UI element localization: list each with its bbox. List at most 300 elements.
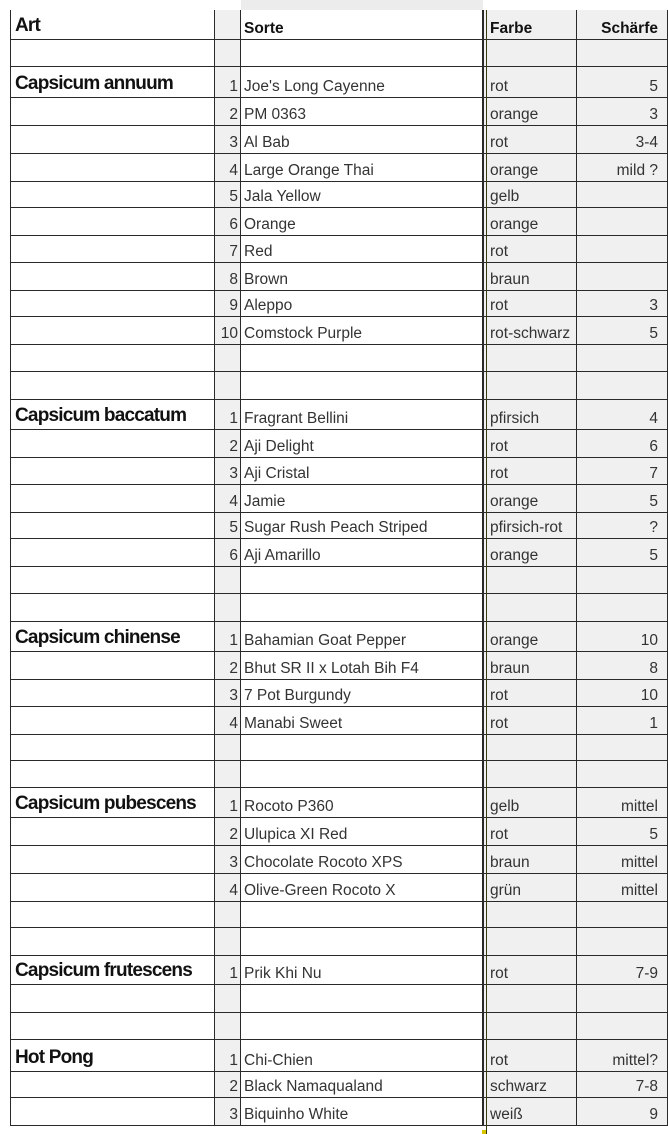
cell-num[interactable] <box>215 208 241 236</box>
cell-sorte[interactable] <box>241 1072 483 1098</box>
cell-farbe-text: rot <box>490 297 509 314</box>
cell-farbe-text: rot <box>490 965 509 982</box>
cell-num[interactable] <box>215 928 241 956</box>
cell-num[interactable] <box>215 707 241 735</box>
cell-num[interactable] <box>215 317 241 345</box>
cell-art[interactable] <box>10 846 215 874</box>
cell-farbe[interactable] <box>483 985 577 1013</box>
cell-art[interactable] <box>10 126 215 154</box>
cell-num[interactable] <box>215 594 241 622</box>
cell-farbe[interactable] <box>483 707 577 735</box>
cell-num[interactable] <box>215 761 241 788</box>
cell-num-text: 3 <box>229 465 238 482</box>
cell-art[interactable] <box>10 928 215 956</box>
cell-num[interactable] <box>215 622 241 652</box>
cell-schaerfe[interactable] <box>577 208 668 236</box>
cell-sorte[interactable] <box>241 652 483 680</box>
cell-art[interactable] <box>10 1013 215 1040</box>
cell-num[interactable] <box>215 652 241 680</box>
cell-sorte-text: Chi-Chien <box>244 1052 313 1069</box>
cell-farbe-text: rot <box>490 1052 509 1069</box>
cell-sorte-text: Manabi Sweet <box>244 715 343 732</box>
cell-art[interactable] <box>10 818 215 846</box>
cell-farbe[interactable] <box>483 263 577 291</box>
cell-farbe[interactable] <box>483 40 577 67</box>
cell-farbe[interactable] <box>483 680 577 707</box>
cell-art[interactable] <box>10 652 215 680</box>
cell-schaerfe[interactable] <box>577 1098 668 1126</box>
cell-art[interactable] <box>10 400 215 430</box>
cell-sorte[interactable] <box>241 208 483 236</box>
table-row <box>0 539 668 567</box>
cell-farbe[interactable] <box>483 761 577 788</box>
cell-farbe[interactable] <box>483 1013 577 1040</box>
table-row <box>0 263 668 291</box>
cell-sorte[interactable] <box>241 818 483 846</box>
cell-art[interactable] <box>10 539 215 567</box>
cell-num[interactable] <box>215 182 241 208</box>
cell-sorte-text: Chocolate Rocoto XPS <box>244 854 403 871</box>
cell-farbe-text: gelb <box>490 188 520 205</box>
cell-art[interactable] <box>10 485 215 513</box>
cell-schaerfe[interactable] <box>577 846 668 874</box>
cell-farbe[interactable] <box>483 430 577 458</box>
table-row <box>0 622 668 652</box>
cell-sorte-text: Fragrant Bellini <box>244 410 349 427</box>
cell-sorte[interactable] <box>241 513 483 539</box>
cell-num[interactable] <box>215 291 241 317</box>
cell-num[interactable] <box>215 818 241 846</box>
cell-schaerfe[interactable] <box>577 485 668 513</box>
empty-row <box>0 567 668 594</box>
cell-schaerfe-text: mittel <box>620 854 658 871</box>
cell-num-text: 4 <box>229 162 238 179</box>
header-num[interactable] <box>215 10 241 40</box>
cell-farbe-text: rot <box>490 687 509 704</box>
cell-farbe[interactable] <box>483 594 577 622</box>
cell-schaerfe[interactable] <box>577 567 668 594</box>
cell-farbe[interactable] <box>483 1040 577 1072</box>
cell-num[interactable] <box>215 67 241 98</box>
column-header-sorte-strip[interactable] <box>241 0 483 10</box>
cell-art[interactable] <box>10 458 215 485</box>
header-row <box>0 10 668 40</box>
cell-farbe-text: grün <box>490 882 522 899</box>
table-row <box>0 182 668 208</box>
cell-art[interactable] <box>10 154 215 182</box>
cell-sorte[interactable] <box>241 291 483 317</box>
table-row <box>0 788 668 818</box>
header-farbe[interactable] <box>483 10 577 40</box>
cell-farbe[interactable] <box>483 67 577 98</box>
cell-num[interactable] <box>215 98 241 126</box>
cell-art[interactable] <box>10 594 215 622</box>
cell-num[interactable] <box>215 567 241 594</box>
cell-num[interactable] <box>215 985 241 1013</box>
cell-schaerfe-text: 5 <box>649 325 658 342</box>
cell-sorte[interactable] <box>241 567 483 594</box>
cell-farbe[interactable] <box>483 154 577 182</box>
cell-schaerfe[interactable] <box>577 1072 668 1098</box>
table-row <box>0 208 668 236</box>
table-row <box>0 291 668 317</box>
cell-farbe-text: orange <box>490 162 539 179</box>
cell-art[interactable] <box>10 430 215 458</box>
table-row <box>0 874 668 902</box>
cell-num-text: 5 <box>229 188 238 205</box>
column-divider <box>486 10 487 1134</box>
cell-sorte[interactable] <box>241 902 483 928</box>
cell-farbe[interactable] <box>483 345 577 372</box>
cell-num-text: 3 <box>229 854 238 871</box>
cell-farbe-text: weiß <box>490 1106 523 1123</box>
cell-schaerfe-text: mittel? <box>612 1052 658 1069</box>
cell-sorte[interactable] <box>241 1040 483 1072</box>
cell-sorte-text: Rocoto P360 <box>244 798 334 815</box>
cell-art[interactable] <box>10 1098 215 1126</box>
cell-schaerfe[interactable] <box>577 707 668 735</box>
cell-sorte-text: Aji Cristal <box>244 465 310 482</box>
cell-sorte[interactable] <box>241 67 483 98</box>
cell-farbe-text: schwarz <box>490 1078 547 1095</box>
cell-art[interactable] <box>10 985 215 1013</box>
table-row <box>0 956 668 985</box>
cell-art[interactable] <box>10 680 215 707</box>
cell-sorte[interactable] <box>241 400 483 430</box>
table-row <box>0 458 668 485</box>
table-row <box>0 707 668 735</box>
cell-schaerfe[interactable] <box>577 154 668 182</box>
cell-sorte[interactable] <box>241 680 483 707</box>
cell-sorte[interactable] <box>241 956 483 985</box>
cell-sorte[interactable] <box>241 154 483 182</box>
cell-num[interactable] <box>215 236 241 263</box>
table-row <box>0 126 668 154</box>
cell-farbe[interactable] <box>483 902 577 928</box>
table-row <box>0 818 668 846</box>
cell-farbe[interactable] <box>483 846 577 874</box>
cell-schaerfe[interactable] <box>577 1040 668 1072</box>
cell-schaerfe-text: 5 <box>649 78 658 95</box>
cell-art-text: Capsicum frutescens <box>15 960 192 981</box>
cell-schaerfe[interactable] <box>577 345 668 372</box>
cell-sorte-text: Prik Khi Nu <box>244 965 322 982</box>
header-schaerfe[interactable] <box>577 10 668 40</box>
cell-num[interactable] <box>215 735 241 761</box>
cell-art[interactable] <box>10 513 215 539</box>
cell-num[interactable] <box>215 154 241 182</box>
cell-schaerfe[interactable] <box>577 40 668 67</box>
cell-art[interactable] <box>10 182 215 208</box>
cell-schaerfe-text: mittel <box>620 882 658 899</box>
cell-farbe[interactable] <box>483 956 577 985</box>
cell-sorte[interactable] <box>241 594 483 622</box>
cell-art[interactable] <box>10 761 215 788</box>
empty-row <box>0 761 668 788</box>
cell-farbe[interactable] <box>483 735 577 761</box>
cell-sorte-text: Joe's Long Cayenne <box>244 78 385 95</box>
cell-num-text: 4 <box>229 493 238 510</box>
cell-art[interactable] <box>10 317 215 345</box>
cell-art[interactable] <box>10 735 215 761</box>
cell-sorte[interactable] <box>241 539 483 567</box>
cell-art[interactable] <box>10 345 215 372</box>
cell-schaerfe-text: 10 <box>640 632 658 649</box>
cell-farbe[interactable] <box>483 317 577 345</box>
cell-sorte-text: Red <box>244 243 273 260</box>
cell-art[interactable] <box>10 622 215 652</box>
cell-num-text: 2 <box>229 1078 238 1095</box>
cell-num[interactable] <box>215 680 241 707</box>
cell-farbe[interactable] <box>483 874 577 902</box>
cell-schaerfe[interactable] <box>577 400 668 430</box>
cell-farbe[interactable] <box>483 928 577 956</box>
cell-farbe-text: rot <box>490 243 509 260</box>
cell-num[interactable] <box>215 788 241 818</box>
cell-num[interactable] <box>215 846 241 874</box>
cell-art[interactable] <box>10 236 215 263</box>
table-row <box>0 154 668 182</box>
cell-farbe[interactable] <box>483 788 577 818</box>
cell-sorte[interactable] <box>241 1013 483 1040</box>
cell-art[interactable] <box>10 291 215 317</box>
cell-num[interactable] <box>215 539 241 567</box>
empty-row <box>0 345 668 372</box>
cell-sorte-text: Brown <box>244 271 288 288</box>
cell-sorte[interactable] <box>241 372 483 400</box>
cell-sorte[interactable] <box>241 40 483 67</box>
cell-farbe[interactable] <box>483 539 577 567</box>
cell-sorte[interactable] <box>241 430 483 458</box>
cell-schaerfe[interactable] <box>577 458 668 485</box>
table-row <box>0 680 668 707</box>
cell-farbe[interactable] <box>483 98 577 126</box>
cell-sorte[interactable] <box>241 1098 483 1126</box>
cell-schaerfe-text: mild ? <box>616 162 658 179</box>
cell-sorte[interactable] <box>241 735 483 761</box>
table-row <box>0 1040 668 1072</box>
cell-schaerfe-text: 3 <box>649 297 658 314</box>
cell-farbe[interactable] <box>483 567 577 594</box>
cell-schaerfe[interactable] <box>577 680 668 707</box>
cell-sorte[interactable] <box>241 458 483 485</box>
cell-farbe-text: rot <box>490 78 509 95</box>
cell-num[interactable] <box>215 400 241 430</box>
cell-schaerfe[interactable] <box>577 263 668 291</box>
cell-art[interactable] <box>10 956 215 985</box>
cell-schaerfe-text: 7 <box>649 465 658 482</box>
cell-farbe-text: orange <box>490 547 539 564</box>
cell-sorte[interactable] <box>241 182 483 208</box>
cell-art[interactable] <box>10 788 215 818</box>
cell-art[interactable] <box>10 1072 215 1098</box>
cell-num-text: 6 <box>229 216 238 233</box>
cell-schaerfe[interactable] <box>577 236 668 263</box>
cell-sorte[interactable] <box>241 236 483 263</box>
cell-farbe[interactable] <box>483 400 577 430</box>
cell-schaerfe[interactable] <box>577 652 668 680</box>
cell-num[interactable] <box>215 485 241 513</box>
cell-farbe[interactable] <box>483 1098 577 1126</box>
cell-sorte[interactable] <box>241 345 483 372</box>
cell-farbe-text: braun <box>490 660 530 677</box>
cell-num-text: 10 <box>220 325 238 342</box>
table-row <box>0 485 668 513</box>
empty-row <box>0 1013 668 1040</box>
cell-art[interactable] <box>10 567 215 594</box>
cell-sorte-text: Al Bab <box>244 134 290 151</box>
cell-farbe[interactable] <box>483 291 577 317</box>
cell-sorte[interactable] <box>241 788 483 818</box>
cell-schaerfe[interactable] <box>577 317 668 345</box>
fill-handle[interactable] <box>482 1130 486 1134</box>
header-sorte-text: Sorte <box>244 20 284 37</box>
table-row <box>0 513 668 539</box>
cell-num[interactable] <box>215 372 241 400</box>
cell-schaerfe[interactable] <box>577 513 668 539</box>
cell-schaerfe[interactable] <box>577 98 668 126</box>
cell-farbe[interactable] <box>483 652 577 680</box>
cell-schaerfe[interactable] <box>577 902 668 928</box>
cell-farbe[interactable] <box>483 622 577 652</box>
cell-num[interactable] <box>215 126 241 154</box>
cell-farbe[interactable] <box>483 208 577 236</box>
cell-sorte[interactable] <box>241 317 483 345</box>
cell-sorte[interactable] <box>241 622 483 652</box>
header-art-text: Art <box>15 15 41 36</box>
cell-sorte[interactable] <box>241 98 483 126</box>
cell-sorte[interactable] <box>241 874 483 902</box>
cell-farbe[interactable] <box>483 182 577 208</box>
cell-schaerfe[interactable] <box>577 372 668 400</box>
cell-num[interactable] <box>215 956 241 985</box>
cell-farbe[interactable] <box>483 372 577 400</box>
empty-row <box>0 928 668 956</box>
cell-num-text: 4 <box>229 715 238 732</box>
cell-num[interactable] <box>215 40 241 67</box>
cell-farbe[interactable] <box>483 1072 577 1098</box>
cell-farbe[interactable] <box>483 485 577 513</box>
cell-schaerfe[interactable] <box>577 291 668 317</box>
cell-art[interactable] <box>10 98 215 126</box>
cell-art[interactable] <box>10 263 215 291</box>
cell-schaerfe-text: 10 <box>640 687 658 704</box>
cell-farbe-text: orange <box>490 632 539 649</box>
cell-art[interactable] <box>10 1040 215 1072</box>
table-row <box>0 317 668 345</box>
cell-farbe-text: braun <box>490 271 530 288</box>
cell-sorte[interactable] <box>241 846 483 874</box>
cell-art[interactable] <box>10 902 215 928</box>
cell-num[interactable] <box>215 902 241 928</box>
cell-num[interactable] <box>215 1072 241 1098</box>
cell-farbe[interactable] <box>483 818 577 846</box>
cell-num[interactable] <box>215 263 241 291</box>
cell-num-text: 1 <box>229 632 238 649</box>
cell-schaerfe[interactable] <box>577 622 668 652</box>
cell-schaerfe-text: 5 <box>649 547 658 564</box>
cell-schaerfe[interactable] <box>577 818 668 846</box>
cell-farbe[interactable] <box>483 458 577 485</box>
cell-farbe-text: orange <box>490 106 539 123</box>
cell-num[interactable] <box>215 1040 241 1072</box>
cell-num-text: 3 <box>229 687 238 704</box>
cell-num[interactable] <box>215 345 241 372</box>
cell-schaerfe-text: 3 <box>649 106 658 123</box>
cell-schaerfe[interactable] <box>577 430 668 458</box>
cell-farbe[interactable] <box>483 513 577 539</box>
cell-num[interactable] <box>215 1013 241 1040</box>
cell-farbe-text: gelb <box>490 798 520 815</box>
cell-schaerfe[interactable] <box>577 67 668 98</box>
cell-farbe-text: rot <box>490 826 509 843</box>
cell-farbe[interactable] <box>483 236 577 263</box>
cell-sorte[interactable] <box>241 985 483 1013</box>
cell-art[interactable] <box>10 372 215 400</box>
cell-sorte-text: Sugar Rush Peach Striped <box>244 519 428 536</box>
cell-schaerfe[interactable] <box>577 735 668 761</box>
cell-farbe-text: orange <box>490 216 539 233</box>
cell-art[interactable] <box>10 707 215 735</box>
cell-sorte[interactable] <box>241 707 483 735</box>
cell-num-text: 7 <box>229 243 238 260</box>
cell-num[interactable] <box>215 513 241 539</box>
cell-schaerfe-text: 7-9 <box>635 965 658 982</box>
cell-num[interactable] <box>215 430 241 458</box>
cell-farbe-text: rot <box>490 134 509 151</box>
cell-schaerfe[interactable] <box>577 874 668 902</box>
cell-art[interactable] <box>10 874 215 902</box>
header-art[interactable] <box>10 10 215 40</box>
cell-farbe[interactable] <box>483 126 577 154</box>
cell-schaerfe[interactable] <box>577 928 668 956</box>
cell-schaerfe[interactable] <box>577 539 668 567</box>
cell-sorte[interactable] <box>241 485 483 513</box>
cell-schaerfe-text: 5 <box>649 493 658 510</box>
cell-schaerfe-text: 6 <box>649 438 658 455</box>
cell-art-text: Capsicum chinense <box>15 627 180 648</box>
cell-sorte-text: Bhut SR II x Lotah Bih F4 <box>244 660 419 677</box>
cell-art[interactable] <box>10 40 215 67</box>
header-sorte[interactable] <box>241 10 483 40</box>
cell-farbe-text: braun <box>490 854 530 871</box>
cell-schaerfe[interactable] <box>577 985 668 1013</box>
cell-sorte[interactable] <box>241 263 483 291</box>
cell-sorte[interactable] <box>241 761 483 788</box>
cell-schaerfe[interactable] <box>577 761 668 788</box>
cell-art[interactable] <box>10 67 215 98</box>
cell-sorte-text: Comstock Purple <box>244 325 363 342</box>
table-row <box>0 236 668 263</box>
cell-sorte[interactable] <box>241 928 483 956</box>
cell-art[interactable] <box>10 208 215 236</box>
cell-num-text: 5 <box>229 519 238 536</box>
table-row <box>0 430 668 458</box>
cell-schaerfe[interactable] <box>577 182 668 208</box>
cell-schaerfe[interactable] <box>577 126 668 154</box>
cell-schaerfe[interactable] <box>577 1013 668 1040</box>
cell-farbe-text: pfirsich-rot <box>490 519 563 536</box>
cell-schaerfe[interactable] <box>577 788 668 818</box>
cell-num[interactable] <box>215 874 241 902</box>
empty-row <box>0 902 668 928</box>
cell-num-text: 2 <box>229 106 238 123</box>
cell-schaerfe[interactable] <box>577 956 668 985</box>
cell-schaerfe[interactable] <box>577 594 668 622</box>
cell-num[interactable] <box>215 1098 241 1126</box>
cell-num[interactable] <box>215 458 241 485</box>
cell-sorte[interactable] <box>241 126 483 154</box>
